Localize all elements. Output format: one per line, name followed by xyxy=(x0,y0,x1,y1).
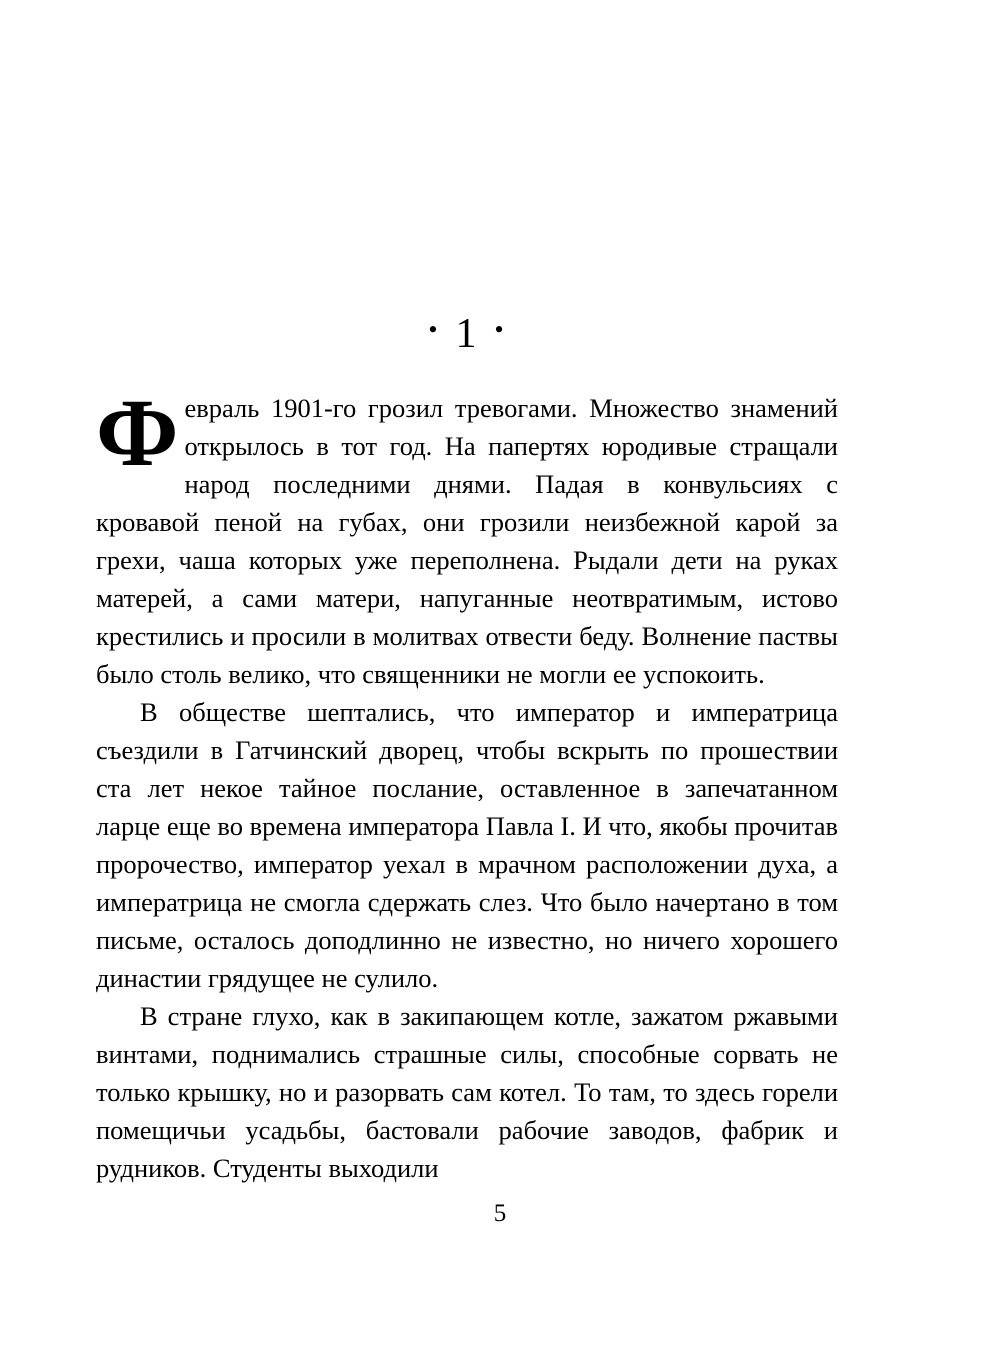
paragraph-first xyxy=(96,379,838,693)
text-block xyxy=(96,310,838,1187)
chapter-bullet-right: • xyxy=(494,315,506,345)
chapter-bullet-left: • xyxy=(428,315,440,345)
chapter-number-value: 1 xyxy=(455,311,479,358)
drop-cap: Ф xyxy=(96,379,179,487)
paragraph: В стране глухо, как в закипающем котле, зажатом ржавыми винтами, поднимались страшные силы, способные сорвать не только крышку, но и разорвать сам котел. То там, то здесь горели помещичьи усадьбы, бастовали рабочие заводов, фабрик и рудников. Студенты выходили xyxy=(96,1001,838,1184)
paragraph: В обществе шептались, что император и императрица съездили в Гатчинский дворец, чтобы вскрыть по прошествии ста лет некое тайное послание, оставленное в запечатанном ларце еще во времена императора Павла I. И что, якобы прочитав пророчество, император уехал в мрачном расположении духа, а императрица не смогла сдержать слез. Что было начертано в том письме, осталось доподлинно не известно, но ничего хорошего династии грядущее не сулило. xyxy=(96,697,838,994)
paragraph-text: евраль 1901-го грозил тревогами. Множество знамений открылось в тот год. На папертях юродивые стращали народ последними днями. Падая в конвульсиях с кровавой пеной на губах, они грозили неизбежной карой за грехи, чаша которых уже переполнена. Рыдали дети на руках матерей, а сами матери, напуганные неотвратимым, истово крестились и просили в молитвах отвести беду. Волнение паствы было столь велико, что священники не могли ее успокоить. xyxy=(96,393,838,690)
chapter-heading xyxy=(96,310,838,358)
page-number: 5 xyxy=(493,1200,507,1227)
